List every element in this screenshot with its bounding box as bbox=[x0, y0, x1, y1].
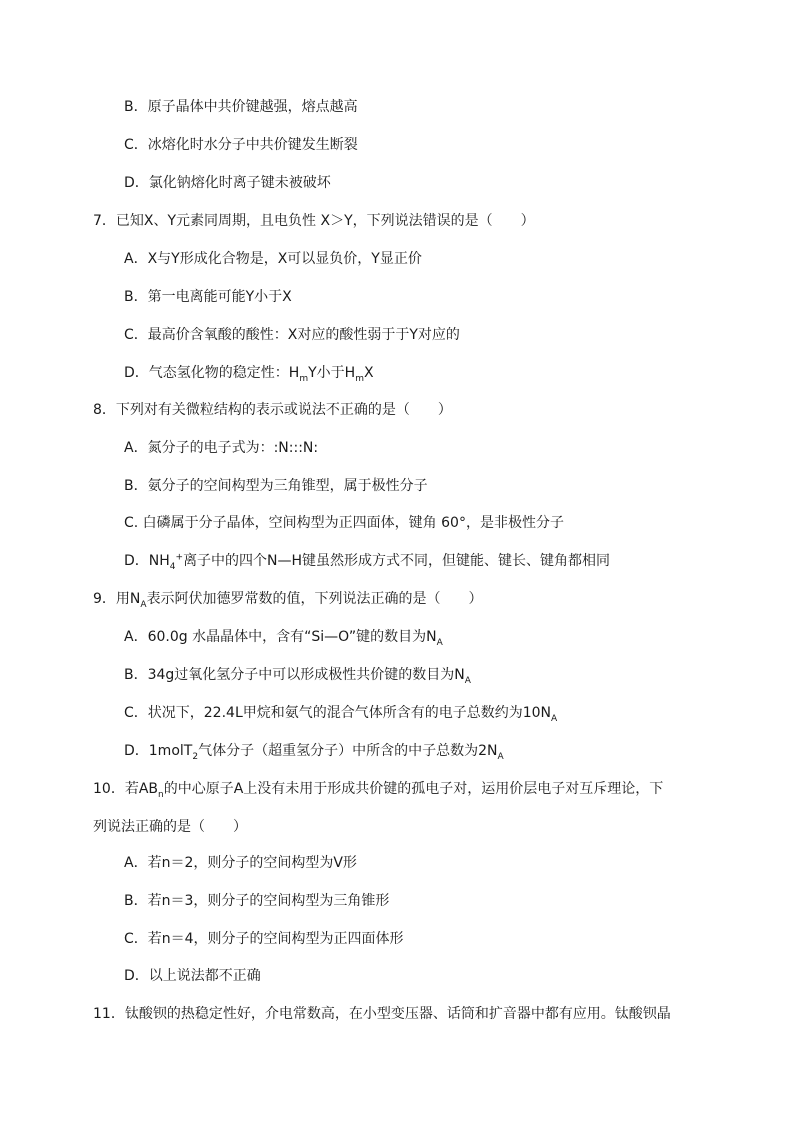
q10-option-a: A．若n＝2，则分子的空间构型为V形 bbox=[124, 855, 357, 871]
q7-option-d: D．气态氢化物的稳定性：$H_mY$小于$H_mX$ bbox=[124, 365, 374, 384]
q10-option-b: B．若n＝3，则分子的空间构型为三角锥形 bbox=[124, 893, 390, 909]
q10-option-c: C．若n＝4，则分子的空间构型为正四面体形 bbox=[124, 931, 404, 947]
q6-option-b: B．原子晶体中共价键越强，熔点越高 bbox=[124, 99, 358, 115]
q9-option-b: B．34g过氧化氢分子中可以形成极性共价键的数目为$N_A$ bbox=[124, 667, 471, 686]
q9-option-a: A．60.0g 水晶晶体中，含有“Si—O”键的数目为$N_A$ bbox=[124, 629, 443, 648]
q7-option-b: B．第一电离能可能Y小于X bbox=[124, 289, 292, 305]
q7-option-a: A．X与Y形成化合物是，X可以显负价，Y显正价 bbox=[124, 251, 422, 267]
q8-stem: 8．下列对有关微粒结构的表示或说法不正确的是（ ） bbox=[93, 402, 452, 418]
q11-stem: 11．钛酸钡的热稳定性好，介电常数高，在小型变压器、话筒和扩音器中都有应用。钛酸钡晶 bbox=[93, 1006, 671, 1022]
q10-option-d: D．以上说法都不正确 bbox=[124, 968, 261, 984]
q6-option-c: C．冰熔化时水分子中共价键发生断裂 bbox=[124, 137, 358, 153]
q7-stem: 7．已知X、Y元素同周期，且电负性 X＞Y，下列说法错误的是（ ） bbox=[93, 213, 535, 229]
q8-option-b: B．氨分子的空间构型为三角锥型，属于极性分子 bbox=[124, 478, 428, 494]
q6-option-d: D．氯化钠熔化时离子键未被破坏 bbox=[124, 175, 331, 191]
q9-option-c: C．状况下，22.4L甲烷和氨气的混合气体所含有的电子总数约为$10N_A$ bbox=[124, 705, 558, 724]
q8-option-c: C. 白磷属于分子晶体，空间构型为正四面体，键角 60°，是非极性分子 bbox=[124, 515, 564, 531]
q8-option-d: D．$NH_4^+$离子中的四个N—H键虽然形成方式不同，但键能、键长、键角都相同 bbox=[124, 552, 611, 572]
q10-stem-line2: 列说法正确的是（ ） bbox=[93, 819, 247, 835]
q9-stem: 9．用$N_A$表示阿伏加德罗常数的值，下列说法正确的是（ ） bbox=[93, 591, 483, 610]
q10-stem-line1: 10．若$AB_n$的中心原子A上没有未用于形成共价键的孤电子对，运用价层电子对互斥理论，下 bbox=[93, 781, 664, 800]
q7-option-c: C．最高价含氧酸的酸性：X对应的酸性弱于于Y对应的 bbox=[124, 327, 460, 343]
q8-option-a: A．氮分子的电子式为：:N:::N: bbox=[124, 440, 319, 456]
q9-option-d: D．1molT$_2$气体分子（超重氢分子）中所含的中子总数为$2N_A$ bbox=[124, 743, 504, 762]
